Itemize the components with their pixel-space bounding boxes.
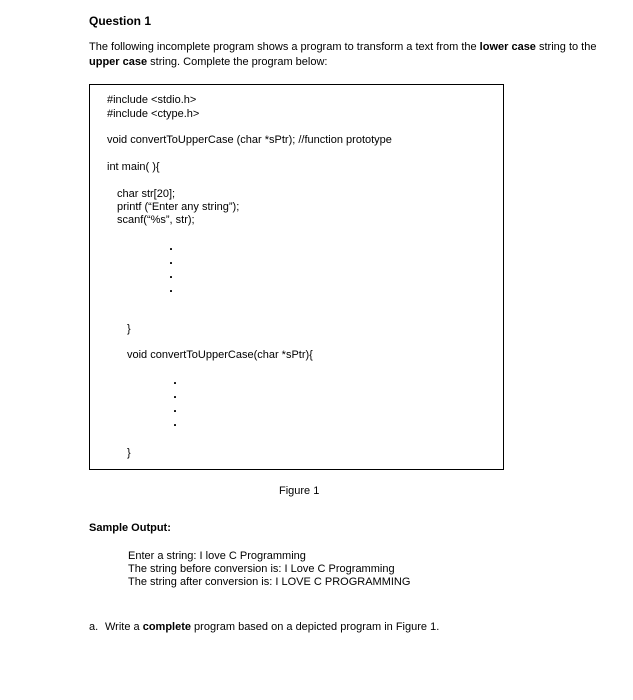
code-printf: printf (“Enter any string”);: [117, 201, 240, 213]
code-figure-box: [89, 84, 504, 470]
sample-output-line: Enter a string: I love C Programming: [128, 550, 306, 562]
code-declaration: char str[20];: [117, 188, 176, 200]
sample-output-heading: Sample Output:: [89, 522, 171, 534]
code-main-header: int main( ){: [107, 161, 160, 173]
intro-text-1: The following incomplete program shows a program to transform a text from the: [89, 41, 480, 53]
figure-caption: Figure 1: [279, 485, 320, 497]
intro-text-2: string to the: [535, 41, 597, 53]
task-bold-complete: complete: [142, 621, 191, 633]
sample-output-line: The string before conversion is: I Love C Programming: [128, 563, 395, 575]
code-function-prototype: void convertToUpperCase (char *sPtr); //function prototype: [107, 134, 392, 146]
code-include-stdio: #include <stdio.h>: [107, 94, 197, 106]
task-text-2: program based on a depicted program in Figure 1.: [191, 621, 440, 633]
code-scanf: scanf(“%s”, str);: [117, 214, 195, 226]
code-function-header: void convertToUpperCase(char *sPtr){: [127, 349, 313, 361]
question-intro: [89, 40, 619, 70]
code-main-close-brace: }: [127, 323, 131, 335]
task-a-text: [105, 621, 439, 633]
intro-text-3: string. Complete the program below:: [147, 56, 328, 68]
task-text-1: Write a: [105, 621, 143, 633]
task-a-prefix: a.: [89, 621, 99, 633]
intro-bold-upper-case: upper case: [89, 56, 148, 68]
intro-bold-lower-case: lower case: [479, 41, 536, 53]
question-title: Question 1: [89, 14, 152, 28]
code-function-close-brace: }: [127, 447, 131, 459]
sample-output-line: The string after conversion is: I LOVE C PROGRAMMING: [128, 576, 411, 588]
code-include-ctype: #include <ctype.h>: [107, 108, 200, 120]
